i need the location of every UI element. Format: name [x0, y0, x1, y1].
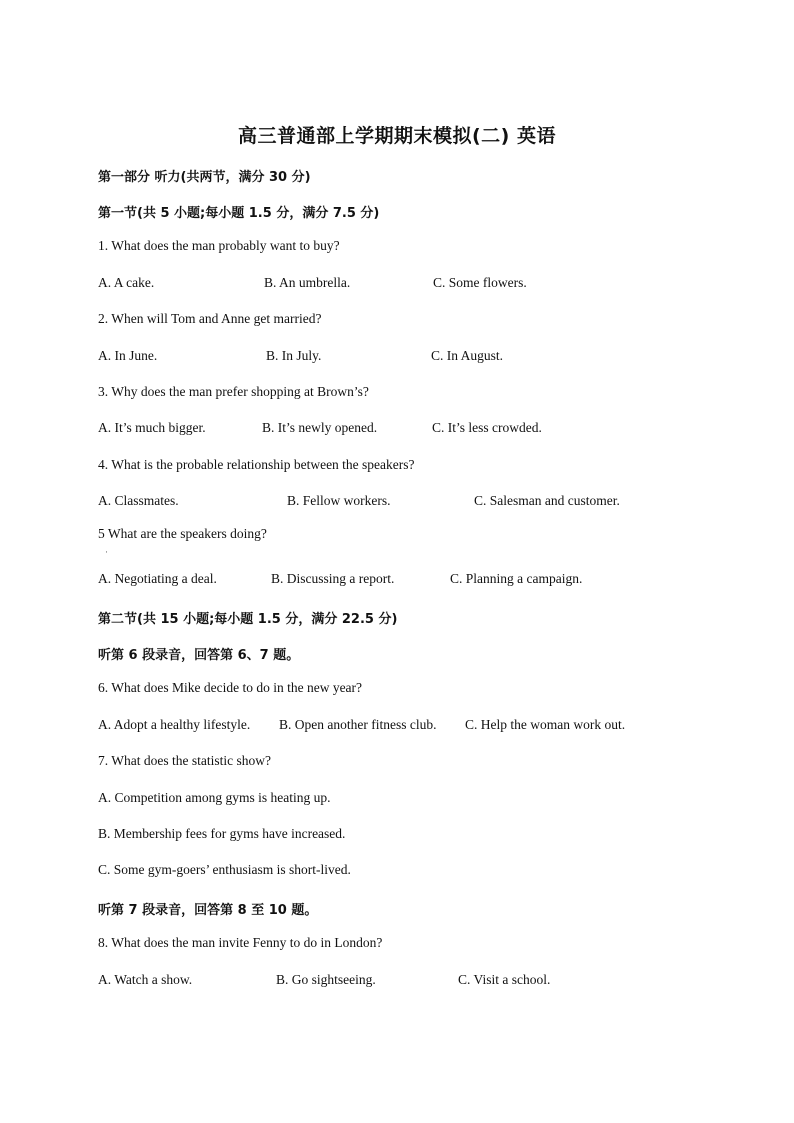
- q1-option-b: B. An umbrella.: [264, 275, 351, 290]
- section-heading-2: 第二节(共 15 小题;每小题 1.5 分，满分 22.5 分): [98, 612, 398, 627]
- q2-option-c: C. In August.: [431, 348, 504, 363]
- q7-option-a: A. Competition among gyms is heating up.: [98, 790, 331, 805]
- q1-option-c: C. Some flowers.: [433, 275, 527, 290]
- q6-option-b: B. Open another fitness club.: [279, 717, 437, 732]
- question-3: 3. Why does the man prefer shopping at Brown’s?: [98, 384, 369, 399]
- q1-option-a: A. A cake.: [98, 275, 155, 290]
- question-5: 5 What are the speakers doing?: [98, 526, 267, 541]
- q7-option-b: B. Membership fees for gyms have increased.: [98, 826, 346, 841]
- question-4: 4. What is the probable relationship between the speakers?: [98, 457, 415, 472]
- part-heading: 第一部分 听力(共两节，满分 30 分): [98, 170, 311, 185]
- section-heading-1: 第一节(共 5 小题;每小题 1.5 分，满分 7.5 分): [98, 206, 380, 221]
- q4-option-b: B. Fellow workers.: [287, 493, 391, 508]
- q3-option-b: B. It’s newly opened.: [262, 420, 378, 435]
- passage-7-instruction: 听第 7 段录音，回答第 8 至 10 题。: [98, 903, 318, 918]
- q5-option-a: A. Negotiating a deal.: [98, 571, 217, 586]
- question-2: 2. When will Tom and Anne get married?: [98, 311, 322, 326]
- passage-6-instruction: 听第 6 段录音，回答第 6、7 题。: [98, 648, 300, 663]
- q4-option-c: C. Salesman and customer.: [474, 493, 620, 508]
- q6-option-c: C. Help the woman work out.: [465, 717, 626, 732]
- stray-dot: ·: [105, 547, 108, 557]
- q8-option-a: A. Watch a show.: [98, 972, 193, 987]
- q3-option-c: C. It’s less crowded.: [432, 420, 542, 435]
- page-title: 高三普通部上学期期末模拟(二) 英语: [238, 125, 556, 147]
- q6-option-a: A. Adopt a healthy lifestyle.: [98, 717, 251, 732]
- q4-option-a: A. Classmates.: [98, 493, 179, 508]
- question-1: 1. What does the man probably want to buy?: [98, 238, 340, 253]
- q3-option-a: A. It’s much bigger.: [98, 420, 206, 435]
- q8-option-b: B. Go sightseeing.: [276, 972, 376, 987]
- question-7: 7. What does the statistic show?: [98, 753, 271, 768]
- q2-option-b: B. In July.: [266, 348, 322, 363]
- q2-option-a: A. In June.: [98, 348, 158, 363]
- question-8: 8. What does the man invite Fenny to do in London?: [98, 935, 383, 950]
- q7-option-c: C. Some gym-goers’ enthusiasm is short-lived.: [98, 862, 351, 877]
- question-6: 6. What does Mike decide to do in the new year?: [98, 680, 363, 695]
- q5-option-c: C. Planning a campaign.: [450, 571, 583, 586]
- q8-option-c: C. Visit a school.: [458, 972, 551, 987]
- q5-option-b: B. Discussing a report.: [271, 571, 395, 586]
